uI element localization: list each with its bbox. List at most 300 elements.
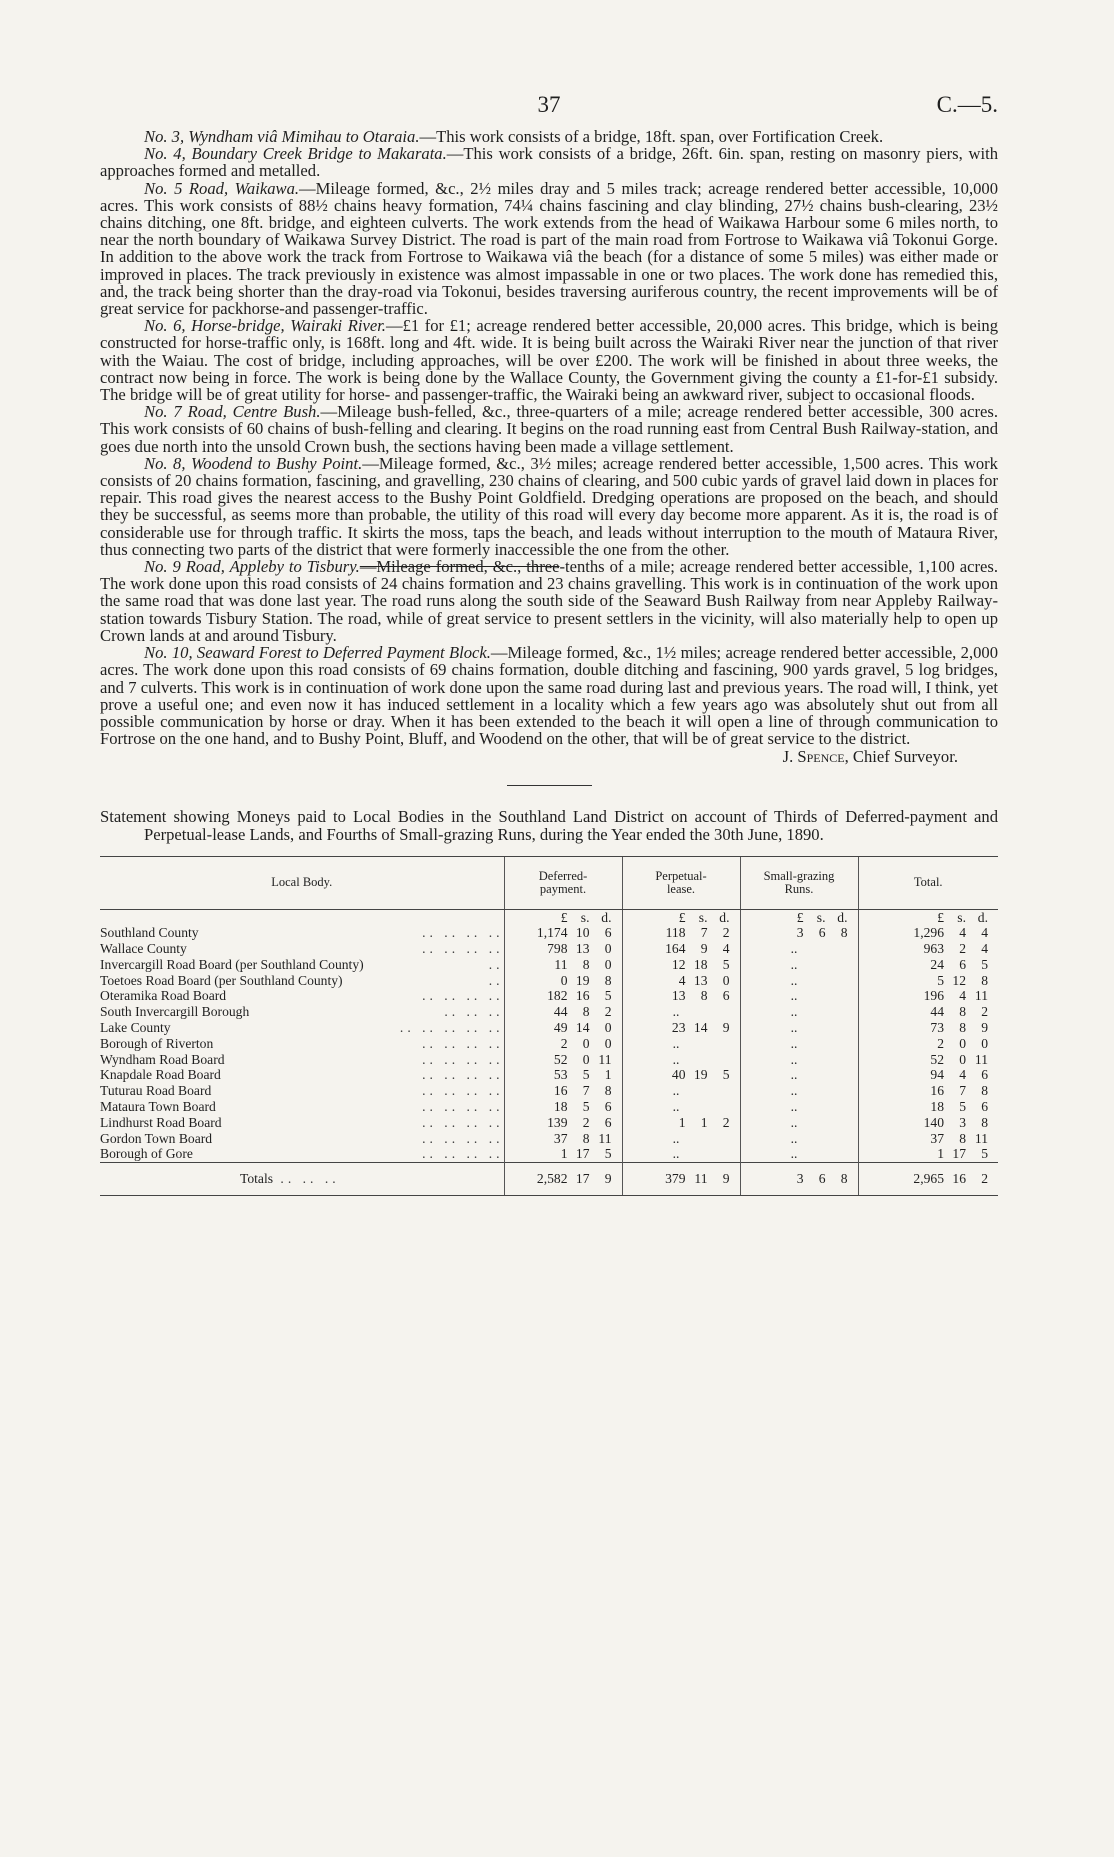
paragraph-text: —Mileage bush-felled, &c., three-quarters of a mile; acreage rendered better accessible, 300 acres. This work consists of 60 chains of bush-felling and clearing. It begins on the road running east from Central Bush Railway-station, and goes due north into the unsold Crown bush, the sections having been made a village settlement. — [100, 402, 998, 456]
total-cell — [858, 925, 998, 941]
small-grazing-cell-d: 8 — [840, 925, 848, 941]
perpetual-cell — [622, 988, 740, 1004]
unit-small-d: d. — [837, 909, 848, 925]
statement-heading — [100, 808, 998, 843]
total-cell-value — [859, 925, 999, 941]
unit-perpetual-d: d. — [719, 909, 730, 925]
deferred-cell-s: 14 — [575, 1020, 590, 1036]
perpetual-cell-l: 23 — [671, 1020, 686, 1036]
leader-dots: .. .. .. .. — [422, 1083, 504, 1099]
row-name — [100, 941, 504, 957]
perpetual-cell — [622, 1146, 740, 1162]
small-grazing-cell-s: 6 — [818, 925, 826, 941]
totals-deferred-s: 17 — [575, 1171, 590, 1187]
page-number: 37 — [537, 92, 561, 117]
deferred-cell-s: 19 — [575, 972, 590, 988]
deferred-cell-l: 139 — [547, 1114, 568, 1130]
total-cell-d: 11 — [974, 1130, 988, 1146]
perpetual-cell-d: 9 — [722, 1020, 730, 1036]
leader-dots: .. — [488, 972, 504, 988]
deferred-cell-value — [505, 1052, 622, 1068]
paragraph-no-6 — [100, 317, 998, 403]
small-grazing-cell-value — [741, 1020, 858, 1036]
small-grazing-cell-value — [741, 1146, 858, 1162]
unit-total-d: d. — [977, 909, 988, 925]
deferred-cell-l: 2 — [560, 1035, 568, 1051]
total-cell — [858, 1067, 998, 1083]
perpetual-cell-value — [623, 1052, 740, 1068]
total-cell-value — [859, 973, 999, 989]
local-body-name: Invercargill Road Board (per Southland County) — [100, 956, 364, 972]
deferred-cell — [504, 1099, 622, 1115]
deferred-cell-d: 6 — [604, 1099, 612, 1115]
total-cell — [858, 1036, 998, 1052]
leader-dots: .. .. .. .. — [422, 941, 504, 957]
moneys-table — [100, 856, 998, 1197]
col-small-label: Small-grazing Runs. — [763, 868, 835, 896]
totals-label: Totals — [240, 1171, 274, 1187]
total-cell-l: 94 — [930, 1067, 944, 1083]
total-cell-d: 4 — [981, 941, 988, 957]
paragraph-no-8 — [100, 455, 998, 558]
deferred-cell — [504, 941, 622, 957]
perpetual-cell-d: 5 — [722, 956, 730, 972]
deferred-cell-s: 5 — [582, 1099, 590, 1115]
unit-perpetual-s: s. — [698, 909, 708, 925]
small-grazing-cell-l: 3 — [796, 925, 804, 941]
deferred-cell-l: 44 — [553, 1004, 568, 1020]
totals-row — [100, 1163, 998, 1196]
small-grazing-cell — [740, 1036, 858, 1052]
totals-deferred — [504, 1163, 622, 1196]
row-name — [100, 1052, 504, 1068]
col-perpetual — [622, 856, 740, 909]
leader-dots: .. .. .. .. — [422, 1146, 504, 1162]
paragraph-title: No. 6, Horse-bridge, Wairaki River. — [144, 316, 386, 336]
table-row — [100, 1036, 998, 1052]
perpetual-cell-value — [623, 1036, 740, 1052]
unit-perpetual — [622, 909, 740, 925]
small-grazing-cell-value — [741, 1083, 858, 1099]
deferred-cell — [504, 1067, 622, 1083]
table-row — [100, 1004, 998, 1020]
unit-total-l: £ — [937, 909, 944, 925]
deferred-cell-d: 8 — [604, 972, 612, 988]
total-cell-s: 7 — [959, 1083, 966, 1099]
deferred-cell-s: 2 — [582, 1114, 590, 1130]
deferred-cell-d: 6 — [604, 1114, 612, 1130]
unit-deferred-d: d. — [601, 909, 612, 925]
small-grazing-cell-value — [741, 988, 858, 1004]
total-cell-value — [859, 1052, 999, 1068]
total-cell-d: 8 — [981, 1083, 988, 1099]
total-cell-value — [859, 1083, 999, 1099]
deferred-cell-l: 1 — [560, 1146, 568, 1162]
perpetual-cell-s: 13 — [693, 972, 708, 988]
deferred-cell-value — [505, 1083, 622, 1099]
deferred-cell — [504, 1115, 622, 1131]
row-name — [100, 1099, 504, 1115]
signature-name: J. Spence — [782, 747, 845, 767]
deferred-cell-d: 0 — [604, 941, 612, 957]
col-small-grazing — [740, 856, 858, 909]
table-row — [100, 1067, 998, 1083]
perpetual-cell-nil: .. — [672, 1099, 680, 1115]
statement-text: Statement showing Moneys paid to Local Bodies in the Southland Land District on account of Thirds of Deferred-payment and Perpetual-lease Lands, and Fourths of Small-grazing Runs, during the Year ended the 30th June, 1890. — [100, 807, 998, 844]
total-cell-s: 0 — [959, 1051, 966, 1067]
total-cell-s: 4 — [959, 925, 966, 941]
total-cell — [858, 1020, 998, 1036]
col-perpetual-label: Perpetual-lease. — [655, 868, 707, 896]
small-grazing-cell-nil: .. — [790, 1004, 798, 1020]
small-grazing-cell — [740, 1146, 858, 1162]
total-cell-value — [859, 1004, 999, 1020]
deferred-cell-d: 0 — [604, 1035, 612, 1051]
total-cell-l: 18 — [930, 1099, 944, 1115]
deferred-cell — [504, 957, 622, 973]
perpetual-cell — [622, 1083, 740, 1099]
deferred-cell-d: 0 — [604, 1020, 612, 1036]
perpetual-cell-l: 40 — [671, 1067, 686, 1083]
deferred-cell-l: 16 — [553, 1083, 568, 1099]
local-body-name: Oteramika Road Board — [100, 988, 227, 1004]
deferred-cell-l: 798 — [547, 941, 568, 957]
local-body-name: Lindhurst Road Board — [100, 1114, 222, 1130]
leader-dots: .. .. .. .. — [422, 1067, 504, 1083]
local-body-name: Borough of Riverton — [100, 1035, 214, 1051]
leader-dots: .. .. .. .. — [422, 1051, 504, 1067]
small-grazing-cell-nil: .. — [790, 1035, 798, 1051]
total-cell-l: 24 — [930, 956, 944, 972]
col-total: Total. — [858, 856, 998, 909]
perpetual-cell — [622, 1004, 740, 1020]
col-deferred — [504, 856, 622, 909]
local-body-name: South Invercargill Borough — [100, 1004, 250, 1020]
paragraph-title: No. 5 Road, Waikawa. — [144, 178, 300, 198]
total-cell-d: 6 — [981, 1099, 988, 1115]
small-grazing-cell — [740, 941, 858, 957]
deferred-cell-s: 5 — [582, 1067, 590, 1083]
total-cell-d: 6 — [981, 1067, 988, 1083]
table-row — [100, 1131, 998, 1147]
deferred-cell-d: 11 — [598, 1130, 612, 1146]
row-name — [100, 1131, 504, 1147]
small-grazing-cell — [740, 957, 858, 973]
struck-text: —Mileage formed, &c., three — [359, 557, 560, 577]
small-grazing-cell-nil: .. — [790, 1146, 798, 1162]
unit-deferred-s: s. — [580, 909, 590, 925]
small-grazing-cell-value — [741, 925, 858, 941]
small-grazing-cell-nil: .. — [790, 941, 798, 957]
perpetual-cell-s: 19 — [693, 1067, 708, 1083]
small-grazing-cell — [740, 1099, 858, 1115]
unit-small — [740, 909, 858, 925]
perpetual-cell-value — [623, 988, 740, 1004]
deferred-cell-l: 11 — [554, 956, 568, 972]
signature-title: , Chief Surveyor. — [844, 747, 958, 767]
total-cell-l: 963 — [923, 941, 944, 957]
unit-total-value — [859, 910, 999, 926]
table-row — [100, 988, 998, 1004]
deferred-cell-s: 8 — [582, 956, 590, 972]
deferred-cell-d: 1 — [604, 1067, 612, 1083]
deferred-cell — [504, 1036, 622, 1052]
deferred-cell-l: 0 — [560, 972, 568, 988]
total-cell-l: 2 — [937, 1035, 944, 1051]
deferred-cell — [504, 1004, 622, 1020]
unit-small-l: £ — [796, 909, 804, 925]
table-row — [100, 1083, 998, 1099]
small-grazing-cell — [740, 1020, 858, 1036]
perpetual-cell-d: 4 — [722, 941, 730, 957]
small-grazing-cell-nil: .. — [790, 1083, 798, 1099]
deferred-cell-value — [505, 1099, 622, 1115]
local-body-name: Toetoes Road Board (per Southland County) — [100, 972, 343, 988]
leader-dots: .. .. .. — [444, 1004, 504, 1020]
table-body — [100, 909, 998, 1196]
total-cell — [858, 941, 998, 957]
total-cell-value — [859, 1146, 999, 1162]
perpetual-cell-value — [623, 1067, 740, 1083]
paragraph-title: No. 10, Seaward Forest to Deferred Payment Block. — [144, 643, 491, 663]
perpetual-cell-l: 13 — [671, 988, 686, 1004]
totals-deferred-l: 2,582 — [536, 1171, 568, 1187]
deferred-cell-s: 13 — [575, 941, 590, 957]
perpetual-cell-value — [623, 1131, 740, 1147]
small-grazing-cell — [740, 988, 858, 1004]
small-grazing-cell-nil: .. — [790, 956, 798, 972]
row-name — [100, 1115, 504, 1131]
small-grazing-cell-nil: .. — [790, 1114, 798, 1130]
total-cell-value — [859, 1131, 999, 1147]
deferred-cell-d: 8 — [604, 1083, 612, 1099]
perpetual-cell-l: 1 — [678, 1114, 686, 1130]
perpetual-cell-nil: .. — [672, 1146, 680, 1162]
perpetual-cell-s: 8 — [700, 988, 708, 1004]
totals-perpetual-l: 379 — [665, 1171, 686, 1187]
perpetual-cell-s: 18 — [693, 956, 708, 972]
small-grazing-cell-value — [741, 941, 858, 957]
total-cell — [858, 1052, 998, 1068]
totals-label-cell — [100, 1163, 504, 1196]
perpetual-cell-value — [623, 1115, 740, 1131]
perpetual-cell-l: 12 — [671, 956, 686, 972]
deferred-cell-l: 52 — [553, 1051, 568, 1067]
paragraph-title: No. 9 Road, Appleby to Tisbury. — [144, 557, 360, 577]
small-grazing-cell — [740, 1067, 858, 1083]
perpetual-cell-value — [623, 1004, 740, 1020]
perpetual-cell-value — [623, 941, 740, 957]
deferred-cell-d: 2 — [604, 1004, 612, 1020]
local-body-name: Gordon Town Board — [100, 1130, 213, 1146]
local-body-name: Mataura Town Board — [100, 1099, 216, 1115]
total-cell-l: 1 — [937, 1146, 944, 1162]
report-body — [100, 128, 998, 747]
perpetual-cell-s: 7 — [700, 925, 708, 941]
total-cell-s: 5 — [959, 1099, 966, 1115]
small-grazing-cell — [740, 1131, 858, 1147]
col-local-body: Local Body. — [100, 856, 504, 909]
perpetual-cell-l: 118 — [665, 925, 686, 941]
perpetual-cell-l: 4 — [678, 972, 686, 988]
deferred-cell-l: 1,174 — [536, 925, 568, 941]
paragraph-no-3 — [100, 128, 998, 145]
document-reference: C.—5. — [936, 92, 998, 117]
perpetual-cell-nil: .. — [672, 1035, 680, 1051]
table-row — [100, 1052, 998, 1068]
totals-total-value — [859, 1171, 999, 1187]
signature — [100, 747, 998, 767]
total-cell-s: 6 — [959, 956, 966, 972]
total-cell-s: 0 — [959, 1035, 966, 1051]
perpetual-cell — [622, 1052, 740, 1068]
perpetual-cell-nil: .. — [672, 1051, 680, 1067]
total-cell — [858, 1115, 998, 1131]
total-cell-d: 0 — [981, 1035, 988, 1051]
totals-small-grazing-l: 3 — [796, 1171, 804, 1187]
unit-total — [858, 909, 998, 925]
deferred-cell-s: 8 — [582, 1004, 590, 1020]
total-cell — [858, 1004, 998, 1020]
total-cell-d: 5 — [981, 956, 988, 972]
small-grazing-cell-nil: .. — [790, 1020, 798, 1036]
row-name — [100, 1036, 504, 1052]
small-grazing-cell-nil: .. — [790, 988, 798, 1004]
perpetual-cell — [622, 973, 740, 989]
perpetual-cell — [622, 957, 740, 973]
total-cell-value — [859, 1036, 999, 1052]
total-cell-d: 5 — [981, 1146, 988, 1162]
total-cell-value — [859, 1020, 999, 1036]
paragraph-text: —This work consists of a bridge, 26ft. 6in. span, resting on masonry piers, with approaches formed and metalled. — [100, 144, 998, 181]
perpetual-cell-value — [623, 1020, 740, 1036]
perpetual-cell-nil: .. — [672, 1130, 680, 1146]
small-grazing-cell-value — [741, 1099, 858, 1115]
row-name — [100, 1146, 504, 1162]
total-cell-d: 4 — [981, 925, 988, 941]
local-body-name: Knapdale Road Board — [100, 1067, 221, 1083]
unit-perpetual-l: £ — [678, 909, 686, 925]
perpetual-cell — [622, 941, 740, 957]
leader-dots: .. .. .. — [273, 1171, 340, 1187]
deferred-cell — [504, 988, 622, 1004]
table-row — [100, 957, 998, 973]
deferred-cell-value — [505, 941, 622, 957]
total-cell — [858, 957, 998, 973]
small-grazing-cell-nil: .. — [790, 1099, 798, 1115]
total-cell — [858, 1131, 998, 1147]
total-cell-l: 1,296 — [913, 925, 944, 941]
total-cell-s: 17 — [952, 1146, 966, 1162]
small-grazing-cell-value — [741, 1115, 858, 1131]
deferred-cell-value — [505, 1067, 622, 1083]
deferred-cell-d: 5 — [604, 988, 612, 1004]
leader-dots: .. — [488, 956, 504, 972]
total-cell-d: 2 — [981, 1004, 988, 1020]
deferred-cell — [504, 1131, 622, 1147]
table-row — [100, 941, 998, 957]
leader-dots: .. .. .. .. — [422, 1035, 504, 1051]
deferred-cell-l: 49 — [553, 1020, 568, 1036]
paragraph-text: —Mileage formed, &c., 2½ miles dray and 5 miles track; acreage rendered better accessible, 10,000 acres. This work consists of 88½ chains heavy formation, 74¼ chains fascining and clay blinding, 27½ chains bush-clearing, 23½ chains ditching, one 8ft. bridge, and eighteen culverts. The work extends from the head of Waikawa Harbour some 6 miles north, to near the north boundary of Waikawa Survey District. The road is part of the main road from Fortrose to Waikawa viâ Tokonui Gorge. In addition to the above work the track from Fortrose to Waikawa viâ the beach (for a distance of some 5 miles) was either made or improved in places. The track previously in existence was almost impassable in one or two places. The work done has remedied this, and, the track being shorter than the dray-road via Tokonui, besides traversing auriferous country, the recent improvements will be of great service for packhorse-and passenger-traffic. — [100, 178, 998, 319]
total-cell-l: 196 — [923, 988, 944, 1004]
small-grazing-cell — [740, 1004, 858, 1020]
perpetual-cell-d: 2 — [722, 1114, 730, 1130]
paragraph-text: —£1 for £1; acreage rendered better accessible, 20,000 acres. This bridge, which is being constructed for horse-traffic only, is 168ft. long and 4ft. wide. It is being built across the Wairaki River near the junction of that river with the Waiau. The cost of bridge, including approaches, will be over £200. The work will be finished in about three weeks, the contract now being in force. The work is being done by the Wallace County, the Government giving the county a £1-for-£1 subsidy. The bridge will be of great utility for horse- and passenger-traffic, the Wairaki being an awkward river, subject to occasional floods. — [100, 316, 999, 405]
deferred-cell — [504, 973, 622, 989]
small-grazing-cell-nil: .. — [790, 1051, 798, 1067]
leader-dots: .. .. .. .. — [422, 1130, 504, 1146]
total-cell-d: 8 — [981, 1114, 988, 1130]
small-grazing-cell-value — [741, 1052, 858, 1068]
units-spacer — [100, 909, 504, 925]
unit-small-value — [741, 910, 858, 926]
small-grazing-cell — [740, 1052, 858, 1068]
total-cell-d: 8 — [981, 972, 988, 988]
total-cell — [858, 1083, 998, 1099]
deferred-cell-value — [505, 1004, 622, 1020]
deferred-cell-s: 17 — [575, 1146, 590, 1162]
units-row — [100, 909, 998, 925]
perpetual-cell-nil: .. — [672, 1004, 680, 1020]
page-header — [100, 92, 998, 128]
table-row — [100, 1020, 998, 1036]
total-cell-value — [859, 988, 999, 1004]
leader-dots: .. .. .. .. — [422, 1099, 504, 1115]
row-name — [100, 1004, 504, 1020]
deferred-cell-value — [505, 988, 622, 1004]
totals-total-d: 2 — [981, 1171, 988, 1187]
perpetual-cell-d: 6 — [722, 988, 730, 1004]
small-grazing-cell — [740, 1083, 858, 1099]
unit-deferred-l: £ — [560, 909, 568, 925]
total-cell — [858, 1099, 998, 1115]
totals-total — [858, 1163, 998, 1196]
deferred-cell — [504, 1083, 622, 1099]
paragraph-title: No. 3, Wyndham viâ Mimihau to Otaraia. — [144, 127, 420, 146]
small-grazing-cell — [740, 973, 858, 989]
perpetual-cell-value — [623, 1146, 740, 1162]
paragraph-no-5 — [100, 180, 998, 318]
paragraph-title: No. 4, Boundary Creek Bridge to Makarata. — [144, 144, 447, 164]
perpetual-cell-d: 5 — [722, 1067, 730, 1083]
totals-total-l: 2,965 — [913, 1171, 944, 1187]
table-row — [100, 973, 998, 989]
perpetual-cell-value — [623, 1099, 740, 1115]
total-cell-s: 8 — [959, 1004, 966, 1020]
row-name — [100, 925, 504, 941]
row-name — [100, 1067, 504, 1083]
total-cell-d: 11 — [974, 988, 988, 1004]
local-body-name: Wallace County — [100, 941, 187, 957]
total-cell-s: 8 — [959, 1130, 966, 1146]
deferred-cell — [504, 1052, 622, 1068]
total-cell-l: 5 — [937, 972, 944, 988]
row-name — [100, 973, 504, 989]
perpetual-cell-value — [623, 957, 740, 973]
paragraph-text: —Mileage formed, &c., 3½ miles; acreage rendered better accessible, 1,500 acres. This work consists of 20 chains formation, fascining, and gravelling, 230 chains of clearing, and 500 cubic yards of gravel laid down in places for repair. This road gives the nearest access to the Bushy Point Goldfield. Dredging operations are proposed on the beach, and should they be successful, as seems more than probable, the utility of this road will every day become more apparent. As it is, the road is of considerable use for through traffic. It skirts the moss, taps the beach, and leads without interruption to the mouth of Mataura River, thus connecting two parts of the district that were formerly inaccessible the one from the other. — [100, 453, 998, 559]
small-grazing-cell-value — [741, 1067, 858, 1083]
total-cell — [858, 1146, 998, 1162]
total-cell-s: 4 — [959, 1067, 966, 1083]
total-cell-s: 4 — [959, 988, 966, 1004]
deferred-cell-s: 0 — [582, 1035, 590, 1051]
deferred-cell-value — [505, 1115, 622, 1131]
perpetual-cell-s: 14 — [693, 1020, 708, 1036]
row-name — [100, 1020, 504, 1036]
total-cell-value — [859, 941, 999, 957]
total-cell-l: 73 — [930, 1020, 944, 1036]
